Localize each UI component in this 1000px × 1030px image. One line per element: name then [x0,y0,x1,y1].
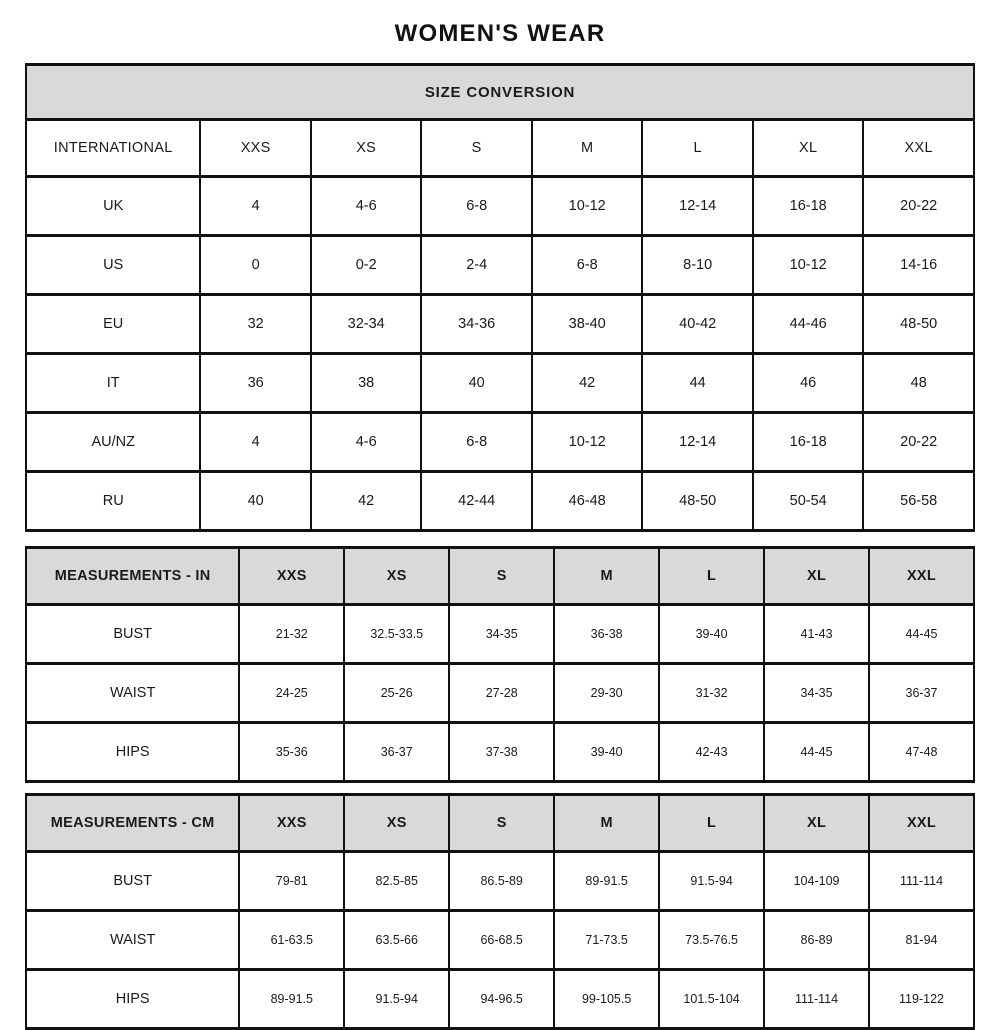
value-cell: 25-26 [344,664,449,723]
column-header: XXS [239,548,344,605]
measurements-in-table [25,546,975,783]
table-row [26,723,974,782]
row-label: BUST [26,852,239,911]
value-cell: 44-45 [764,723,869,782]
row-label: AU/NZ [26,413,200,472]
column-header: M [554,548,659,605]
value-cell: 50-54 [753,472,864,531]
value-cell: 10-12 [532,413,643,472]
header-row [26,795,974,852]
value-cell: 56-58 [863,472,974,531]
column-header: XS [311,120,422,177]
value-cell: 16-18 [753,177,864,236]
value-cell: 16-18 [753,413,864,472]
value-cell: 91.5-94 [659,852,764,911]
value-cell: 91.5-94 [344,970,449,1029]
value-cell: 31-32 [659,664,764,723]
value-cell: 42 [532,354,643,413]
value-cell: 36 [200,354,311,413]
value-cell: 12-14 [642,177,753,236]
value-cell: 4-6 [311,177,422,236]
column-header: XXL [869,548,974,605]
value-cell: 42 [311,472,422,531]
value-cell: 48-50 [863,295,974,354]
value-cell: 86.5-89 [449,852,554,911]
column-header: XXL [869,795,974,852]
table-row [26,413,974,472]
size-conversion-table [25,63,975,532]
value-cell: 111-114 [764,970,869,1029]
value-cell: 47-48 [869,723,974,782]
value-cell: 46 [753,354,864,413]
table-title: SIZE CONVERSION [26,65,974,120]
column-header: XXS [239,795,344,852]
table-row [26,472,974,531]
value-cell: 82.5-85 [344,852,449,911]
header-row [26,548,974,605]
measurements-cm-table [25,793,975,1030]
value-cell: 35-36 [239,723,344,782]
value-cell: 41-43 [764,605,869,664]
table-row [26,177,974,236]
table-label-header: MEASUREMENTS - IN [26,548,239,605]
column-header: XXS [200,120,311,177]
table-row [26,911,974,970]
row-label: IT [26,354,200,413]
header-row [26,120,974,177]
value-cell: 101.5-104 [659,970,764,1029]
value-cell: 38-40 [532,295,643,354]
value-cell: 24-25 [239,664,344,723]
row-label: HIPS [26,970,239,1029]
table-row [26,605,974,664]
column-header: XL [764,548,869,605]
page-title: WOMEN'S WEAR [394,20,606,47]
row-label: EU [26,295,200,354]
value-cell: 32-34 [311,295,422,354]
value-cell: 10-12 [532,177,643,236]
value-cell: 38 [311,354,422,413]
value-cell: 79-81 [239,852,344,911]
row-label: US [26,236,200,295]
value-cell: 4-6 [311,413,422,472]
value-cell: 29-30 [554,664,659,723]
value-cell: 4 [200,413,311,472]
value-cell: 63.5-66 [344,911,449,970]
value-cell: 32 [200,295,311,354]
row-label: RU [26,472,200,531]
value-cell: 71-73.5 [554,911,659,970]
value-cell: 6-8 [421,177,532,236]
value-cell: 8-10 [642,236,753,295]
value-cell: 36-37 [869,664,974,723]
row-label: WAIST [26,911,239,970]
value-cell: 20-22 [863,413,974,472]
column-header: S [449,548,554,605]
value-cell: 99-105.5 [554,970,659,1029]
row-label: BUST [26,605,239,664]
value-cell: 111-114 [869,852,974,911]
value-cell: 104-109 [764,852,869,911]
value-cell: 34-36 [421,295,532,354]
value-cell: 4 [200,177,311,236]
value-cell: 34-35 [449,605,554,664]
column-header: M [554,795,659,852]
value-cell: 10-12 [753,236,864,295]
table-row [26,354,974,413]
column-header: L [659,795,764,852]
column-header: XS [344,548,449,605]
value-cell: 61-63.5 [239,911,344,970]
row-label: HIPS [26,723,239,782]
row-label: WAIST [26,664,239,723]
value-cell: 20-22 [863,177,974,236]
value-cell: 32.5-33.5 [344,605,449,664]
column-header: S [421,120,532,177]
value-cell: 0 [200,236,311,295]
value-cell: 2-4 [421,236,532,295]
value-cell: 48 [863,354,974,413]
column-header: S [449,795,554,852]
column-header: XL [753,120,864,177]
value-cell: 44 [642,354,753,413]
row-label: UK [26,177,200,236]
value-cell: 46-48 [532,472,643,531]
value-cell: 44-46 [753,295,864,354]
value-cell: 14-16 [863,236,974,295]
value-cell: 6-8 [421,413,532,472]
value-cell: 48-50 [642,472,753,531]
value-cell: 37-38 [449,723,554,782]
table-title-row [26,65,974,120]
column-header: L [659,548,764,605]
table-row [26,236,974,295]
value-cell: 42-43 [659,723,764,782]
value-cell: 66-68.5 [449,911,554,970]
column-header: M [532,120,643,177]
column-header: L [642,120,753,177]
value-cell: 40-42 [642,295,753,354]
value-cell: 89-91.5 [554,852,659,911]
value-cell: 94-96.5 [449,970,554,1029]
value-cell: 40 [421,354,532,413]
table-label-header: INTERNATIONAL [26,120,200,177]
table-row [26,664,974,723]
value-cell: 0-2 [311,236,422,295]
value-cell: 73.5-76.5 [659,911,764,970]
value-cell: 36-37 [344,723,449,782]
value-cell: 6-8 [532,236,643,295]
value-cell: 44-45 [869,605,974,664]
value-cell: 89-91.5 [239,970,344,1029]
value-cell: 36-38 [554,605,659,664]
value-cell: 34-35 [764,664,869,723]
value-cell: 81-94 [869,911,974,970]
value-cell: 119-122 [869,970,974,1029]
table-label-header: MEASUREMENTS - CM [26,795,239,852]
column-header: XS [344,795,449,852]
table-row [26,970,974,1029]
value-cell: 39-40 [554,723,659,782]
value-cell: 42-44 [421,472,532,531]
table-row [26,295,974,354]
column-header: XL [764,795,869,852]
value-cell: 86-89 [764,911,869,970]
value-cell: 12-14 [642,413,753,472]
value-cell: 40 [200,472,311,531]
value-cell: 39-40 [659,605,764,664]
value-cell: 27-28 [449,664,554,723]
column-header: XXL [863,120,974,177]
value-cell: 21-32 [239,605,344,664]
table-row [26,852,974,911]
